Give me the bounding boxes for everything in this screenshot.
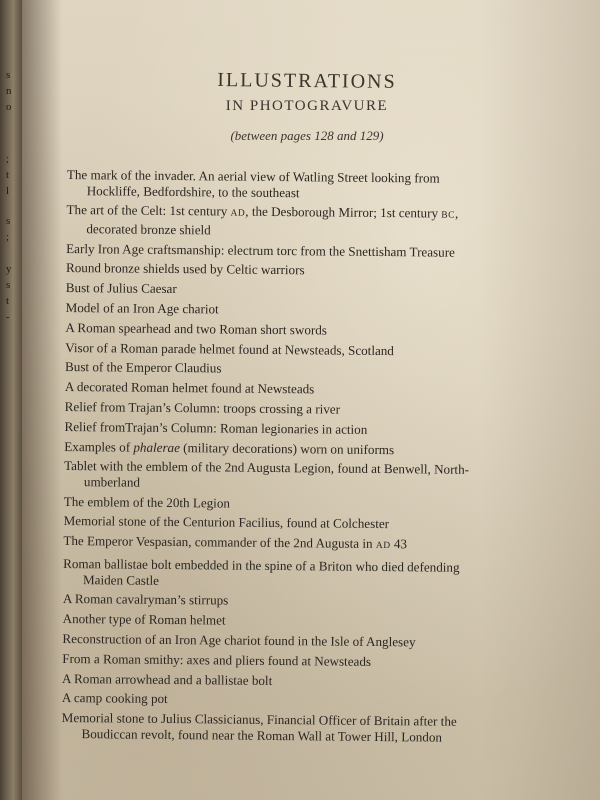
list-item: Early Iron Age craftsmanship: electrum torc from the Snettisham Treasure (66, 240, 455, 260)
fragment: t (6, 295, 10, 307)
list-item: Model of an Iron Age chariot (65, 299, 219, 317)
fragment: s (6, 279, 11, 291)
fragment: n (6, 85, 12, 97)
fragment: - (6, 311, 10, 323)
page-title: ILLUSTRATIONS (217, 69, 397, 93)
list-item: Memorial stone of the Centurion Facilius, found at Colchester (63, 513, 390, 532)
fragment: ; (6, 153, 10, 165)
book-page (22, 0, 600, 800)
fragment: y (6, 263, 12, 275)
list-item: The Emperor Vespasian, commander of the 2nd Augusta in AD 43 (63, 533, 408, 552)
list-item: Relief fromTrajan’s Column: Roman legionaries in action (64, 418, 368, 437)
list-item: The mark of the invader. An aerial view of Watling Street looking from Hockliffe, Bedfordshire, to the southeast (66, 167, 440, 200)
page-content (22, 0, 600, 800)
fragment: s (6, 215, 11, 227)
list-item: Relief from Trajan’s Column: troops crossing a river (64, 398, 341, 417)
list-item: A Roman cavalryman’s stirrups (62, 591, 229, 608)
list-item: A Roman spearhead and two Roman short swords (65, 319, 328, 338)
list-item: The art of the Celt: 1st century AD, the Desborough Mirror; 1st century BC, decorated bronze shield (66, 202, 459, 238)
fragment: t (6, 169, 10, 181)
list-item: Memorial stone to Julius Classicianus, Financial Officer of Britain after the Boudiccan revolt, found near the Roman Wall at Tower Hill, London (61, 710, 457, 745)
fragment: ; (6, 231, 10, 243)
fragment: s (6, 69, 11, 81)
list-item: The emblem of the 20th Legion (63, 493, 231, 511)
page-subtitle: IN PHOTOGRAVURE (225, 98, 389, 114)
list-item: Examples of phalerae (military decorations) worn on uniforms (64, 438, 395, 457)
facing-page-edge (0, 0, 22, 800)
list-item: Round bronze shields used by Celtic warriors (65, 260, 305, 278)
list-item: A Roman arrowhead and a ballistae bolt (62, 670, 273, 688)
list-item: A decorated Roman helmet found at Newsteads (64, 379, 315, 397)
page-range-note: (between pages 128 and 129) (230, 128, 384, 143)
list-item: Roman ballistae bolt embedded in the spine of a Briton who died defending Maiden Castle (63, 556, 460, 588)
list-item: Bust of Julius Caesar (65, 280, 177, 297)
list-item: Tablet with the emblem of the 2nd Augusta Legion, found at Benwell, North- umberland (64, 458, 470, 490)
list-item: Bust of the Emperor Claudius (65, 359, 222, 376)
illustrations-list (61, 167, 545, 750)
list-item: Reconstruction of an Iron Age chariot found in the Isle of Anglesey (62, 630, 416, 650)
list-item: From a Roman smithy: axes and pliers found at Newsteads (62, 650, 372, 669)
list-item: A camp cooking pot (61, 690, 168, 707)
list-item: Visor of a Roman parade helmet found at Newsteads, Scotland (65, 339, 394, 358)
fragment: l (6, 185, 10, 197)
list-item: Another type of Roman helmet (62, 611, 226, 628)
fragment: o (6, 101, 12, 113)
